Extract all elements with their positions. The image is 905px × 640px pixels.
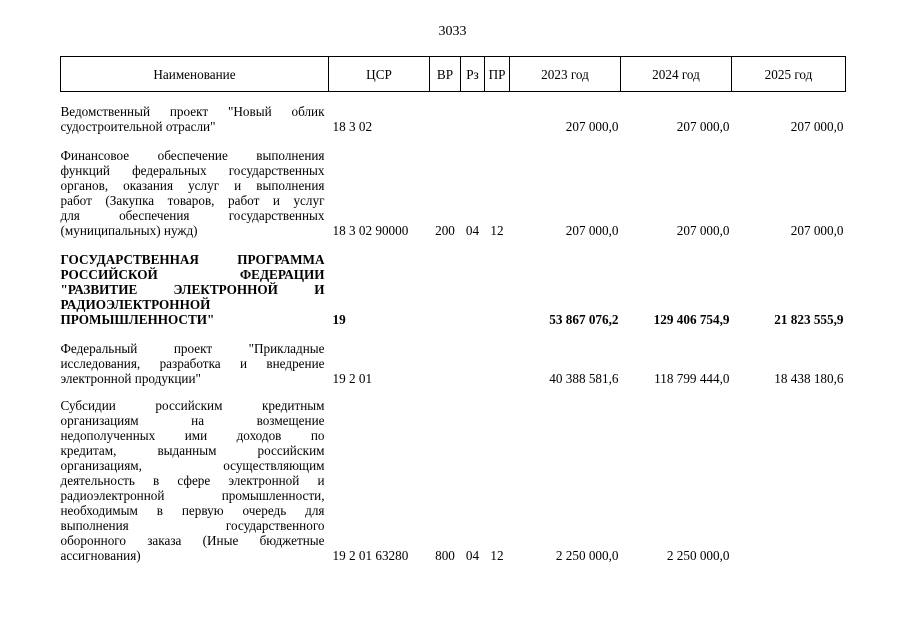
cell-rz <box>461 104 485 134</box>
name-line: радиоэлектронной промышленности, <box>60 488 325 503</box>
row-spacer-cell <box>61 386 846 398</box>
name-line: органов, оказания услуг и выполнения <box>60 178 325 193</box>
header-rz: Рз <box>461 57 485 92</box>
cell-vr <box>430 252 461 327</box>
cell-pr <box>485 252 510 327</box>
cell-name <box>61 104 329 134</box>
cell-2024: 2 250 000,0 <box>666 548 730 563</box>
row-spacer <box>61 238 846 252</box>
name-line: оборонного заказа (Иные бюджетные <box>60 533 325 548</box>
cell-rz: 04 <box>465 223 480 238</box>
header-2023: 2023 год <box>510 57 621 92</box>
cell-2024: 207 000,0 <box>676 223 730 238</box>
header-csr: ЦСР <box>329 57 430 92</box>
name-line: Федеральный проект "Прикладные <box>60 341 325 356</box>
name-line: организациям на возмещение <box>60 413 325 428</box>
cell-name <box>61 398 329 563</box>
name-line: РАДИОЭЛЕКТРОННОЙ <box>60 297 211 312</box>
cell-csr: 19 <box>332 312 346 327</box>
cell-vr <box>430 104 461 134</box>
name-line: для обеспечения государственных <box>60 208 325 223</box>
name-line: Ведомственный проект "Новый облик <box>60 104 325 119</box>
table-row <box>61 341 846 386</box>
table-row <box>61 148 846 238</box>
page-number: 3033 <box>438 24 467 39</box>
name-line: деятельность в сфере электронной и <box>60 473 325 488</box>
cell-csr: 19 2 01 <box>332 371 373 386</box>
row-spacer-cell <box>61 238 846 252</box>
cell-pr <box>485 104 510 134</box>
name-line: ГОСУДАРСТВЕННАЯ ПРОГРАММА <box>60 252 325 267</box>
name-line: "РАЗВИТИЕ ЭЛЕКТРОННОЙ И <box>60 282 325 297</box>
cell-csr: 19 2 01 63280 <box>332 548 409 563</box>
table-row <box>61 104 846 134</box>
header-2024: 2024 год <box>621 57 732 92</box>
name-line: РОССИЙСКОЙ ФЕДЕРАЦИИ <box>60 267 325 282</box>
cell-2023: 53 867 076,2 <box>549 312 619 327</box>
name-line: электронной продукции" <box>60 371 201 386</box>
name-line: судостроительной отрасли" <box>60 119 216 134</box>
cell-pr <box>485 341 510 386</box>
table-row <box>61 398 846 563</box>
cell-2024: 118 799 444,0 <box>654 371 730 386</box>
cell-2023: 40 388 581,6 <box>549 371 619 386</box>
cell-pr: 12 <box>490 548 504 563</box>
name-line: кредитам, выданным российским <box>60 443 325 458</box>
name-line: организациям, осуществляющим <box>60 458 325 473</box>
name-line: работ (Закупка товаров, работ и услуг <box>60 193 325 208</box>
row-spacer <box>61 386 846 398</box>
table-header-row <box>61 57 846 92</box>
row-spacer <box>61 92 846 105</box>
cell-2023: 207 000,0 <box>565 223 619 238</box>
cell-2024: 129 406 754,9 <box>653 312 730 327</box>
table-body <box>61 92 846 564</box>
cell-csr: 18 3 02 90000 <box>332 223 409 238</box>
cell-name <box>61 148 329 238</box>
cell-2024: 207 000,0 <box>676 119 730 134</box>
cell-vr: 800 <box>435 548 455 563</box>
cell-2025: 207 000,0 <box>790 223 844 238</box>
cell-vr: 200 <box>435 223 455 238</box>
cell-2025 <box>732 398 846 563</box>
cell-2025: 207 000,0 <box>790 119 844 134</box>
header-name: Наименование <box>61 57 329 92</box>
name-line: недополученных ими доходов по <box>60 428 325 443</box>
name-line: Субсидии российским кредитным <box>60 398 325 413</box>
cell-rz: 04 <box>465 548 480 563</box>
table-row <box>61 252 846 327</box>
budget-table <box>60 56 846 563</box>
row-spacer-cell <box>61 134 846 148</box>
cell-rz <box>461 341 485 386</box>
header-pr: ПР <box>485 57 510 92</box>
cell-2025: 18 438 180,6 <box>774 371 844 386</box>
name-line: (муниципальных) нужд) <box>60 223 198 238</box>
name-line: исследования, разработка и внедрение <box>60 356 325 371</box>
name-line: Финансовое обеспечение выполнения <box>60 148 325 163</box>
name-line: выполнения государственного <box>60 518 325 533</box>
row-spacer <box>61 327 846 341</box>
cell-2023: 2 250 000,0 <box>555 548 619 563</box>
header-2025: 2025 год <box>732 57 846 92</box>
name-line: функций федеральных государственных <box>60 163 325 178</box>
name-line: ассигнования) <box>60 548 141 563</box>
cell-rz <box>461 252 485 327</box>
row-spacer-cell <box>61 327 846 341</box>
cell-vr <box>430 341 461 386</box>
cell-2025: 21 823 555,9 <box>774 312 844 327</box>
cell-name <box>61 341 329 386</box>
row-spacer-cell <box>61 92 846 105</box>
name-line: необходимым в первую очередь для <box>60 503 325 518</box>
cell-pr: 12 <box>490 223 504 238</box>
cell-name <box>61 252 329 327</box>
cell-csr: 18 3 02 <box>332 119 373 134</box>
name-line: ПРОМЫШЛЕННОСТИ" <box>60 312 215 327</box>
header-vr: ВР <box>430 57 461 92</box>
row-spacer <box>61 134 846 148</box>
cell-2023: 207 000,0 <box>565 119 619 134</box>
